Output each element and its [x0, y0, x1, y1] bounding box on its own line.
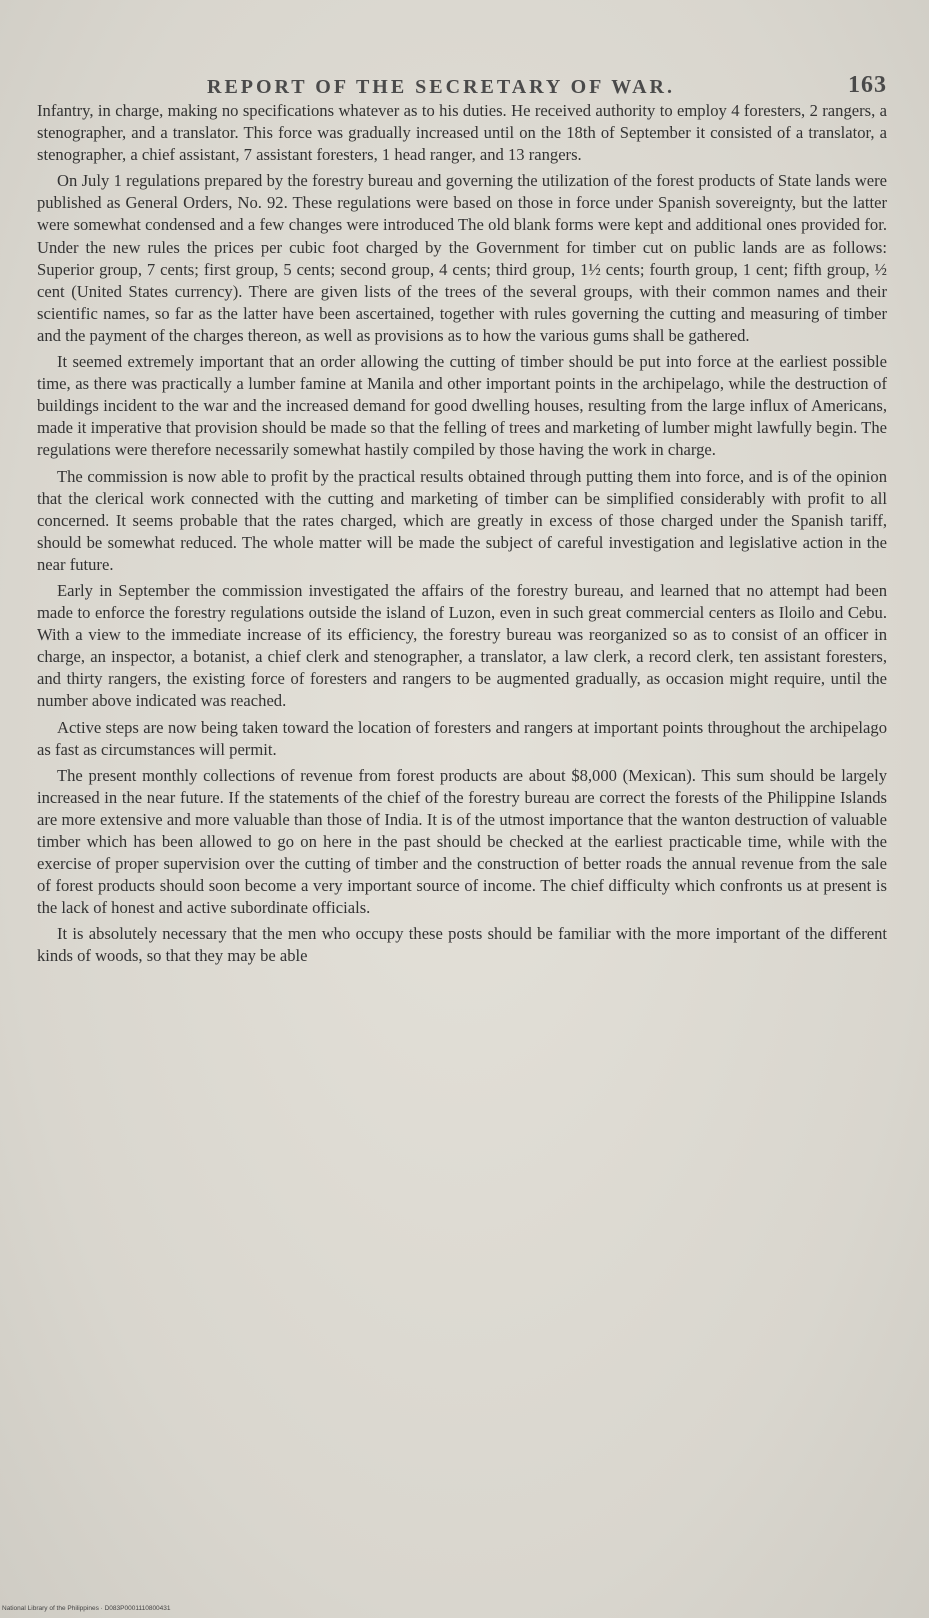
- paragraph: On July 1 regulations prepared by the forestry bureau and governing the utilization of the forest products of State lands were published as General Orders, No. 92. These regulations were based on those in force under Spanish sovereignty, but the latter were somewhat condensed and a few changes were introduced The old blank forms were kept and additional ones provided for. Under the new rules the prices per cubic foot charged by the Government for timber cut on public lands are as follows: Superior group, 7 cents; first group, 5 cents; second group, 4 cents; third group, 1½ cents; fourth group, 1 cent; fifth group, ½ cent (United States currency). There are given lists of the trees of the several groups, with their common names and their scientific names, so far as the latter have been ascertained, together with rules governing the cutting and measuring of timber and the payment of the charges thereon, as well as provisions as to how the various gums shall be gathered.: [37, 171, 887, 345]
- running-head: [37, 62, 887, 100]
- paragraph: Early in September the commission investigated the affairs of the forestry bureau, and learned that no attempt had been made to enforce the forestry regulations outside the island of Luzon, even in such great commercial centers as Iloilo and Cebu. With a view to the immediate increase of its efficiency, the forestry bureau was reorganized so as to consist of an officer in charge, an inspector, a botanist, a chief clerk and stenographer, a translator, a law clerk, a record clerk, ten assistant foresters, and thirty rangers, the existing force of foresters and rangers to be augmented gradually, as occasion might require, until the number above indicated was reached.: [37, 580, 887, 711]
- paragraph: The present monthly collections of revenue from forest products are about $8,000 (Mexican). This sum should be largely increased in the near future. If the statements of the chief of the forestry bureau are correct the forests of the Philippine Islands are more extensive and more valuable than those of India. It is of the utmost importance that the wanton destruction of valuable timber which has been allowed to go on here in the past should be checked at the earliest practicable time, while with the exercise of proper supervision over the cutting of timber and the construction of better roads the annual revenue from the sale of forest products should soon become a very important source of income. The chief difficulty which confronts us at present is the lack of honest and active subordinate officials.: [37, 765, 887, 918]
- body-text: [37, 100, 887, 968]
- paragraph: It seemed extremely important that an order allowing the cutting of timber should be put into force at the earliest possible time, as there was practically a lumber famine at Manila and other important points in the archipelago, while the destruction of buildings incident to the war and the increased demand for good dwelling houses, resulting from the large influx of Americans, made it imperative that provision should be made so that the felling of trees and marketing of lumber might lawfully begin. The regulations were therefore necessarily somewhat hastily compiled by those having the work in charge.: [37, 352, 887, 460]
- page-number: 163: [848, 72, 887, 98]
- library-footer: National Library of the Philippines · D083P0001110800431: [2, 1605, 171, 1612]
- paragraph: Infantry, in charge, making no specifications whatever as to his duties. He received authority to employ 4 foresters, 2 rangers, a stenographer, and a translator. This force was gradually increased until on the 18th of September it consisted of a translator, a stenographer, a chief assistant, 7 assistant foresters, 1 head ranger, and 13 rangers.: [37, 101, 887, 165]
- paragraph: The commission is now able to profit by the practical results obtained through putting them into force, and is of the opinion that the clerical work connected with the cutting and marketing of timber can be simplified considerably with profit to all concerned. It seems probable that the rates charged, which are greatly in excess of those charged under the Spanish tariff, should be somewhat reduced. The whole matter will be made the subject of careful investigation and legislative action in the near future.: [37, 466, 887, 574]
- paragraph: It is absolutely necessary that the men who occupy these posts should be familiar with the more important of the different kinds of woods, so that they may be able: [37, 924, 887, 966]
- paragraph: Active steps are now being taken toward the location of foresters and rangers at important points throughout the archipelago as fast as circumstances will permit.: [37, 717, 887, 759]
- running-head-title: REPORT OF THE SECRETARY OF WAR.: [207, 76, 675, 98]
